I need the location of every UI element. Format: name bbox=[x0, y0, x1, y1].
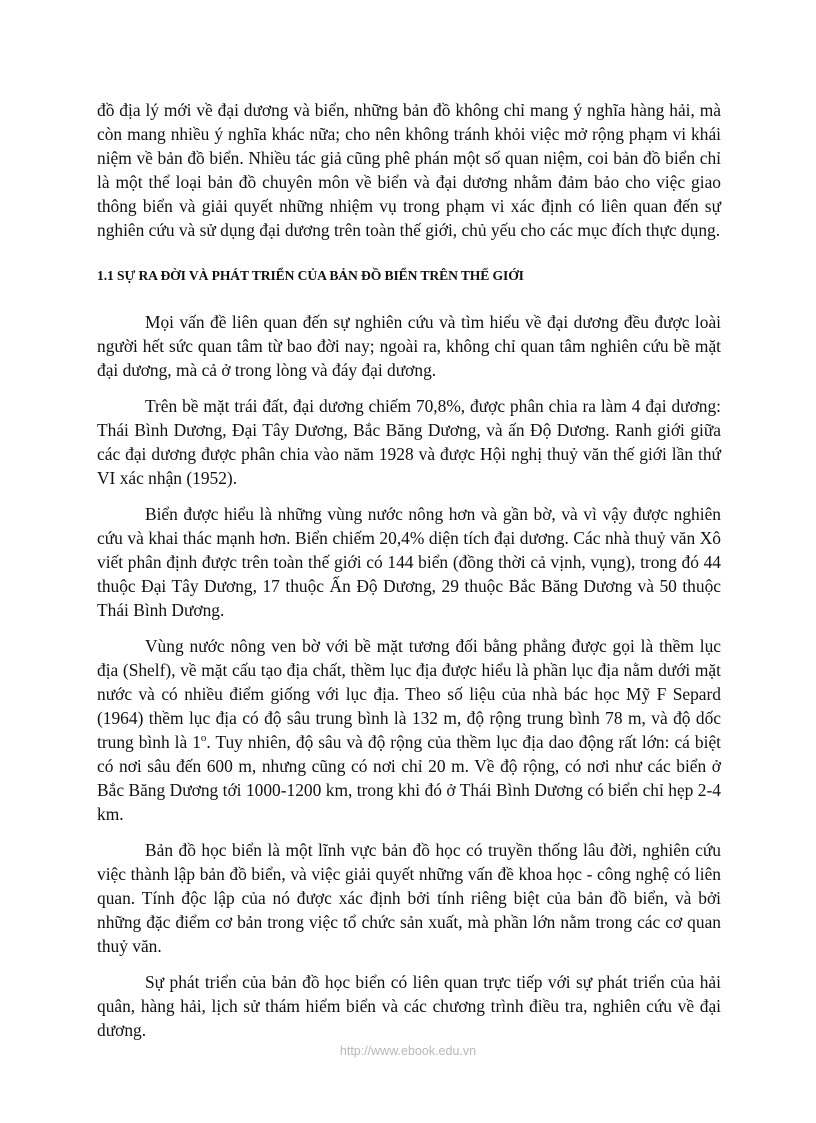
shelf-text-after: . Tuy nhiên, độ sâu và độ rộng của thềm lục địa dao động rất lớn: cá biệt có nơi sâu đến 600 m, nhưng cũng có nơi chỉ 20 m. Về độ rộng, có nơi như các biển ở Bắc Băng Dương tới 1000-1200 km, trong khi đó ở Thái Bình Dương có biển chỉ hẹp 2-4 km. bbox=[97, 732, 721, 824]
footer-url: http://www.ebook.edu.vn bbox=[339, 1044, 477, 1058]
paragraph-seas: Biển được hiểu là những vùng nước nông hơn và gần bờ, và vì vậy được nghiên cứu và khai thác mạnh hơn. Biển chiếm 20,4% diện tích đại dương. Các nhà thuỷ văn Xô viết phân định được trên toàn thế giới có 144 biển (đồng thời cả vịnh, vụng), trong đó 44 thuộc Đại Tây Dương, 17 thuộc Ấn Độ Dương, 29 thuộc Bắc Băng Dương và 50 thuộc Thái Bình Dương. bbox=[97, 504, 721, 620]
shelf-text-before: Vùng nước nông ven bờ với bề mặt tương đối bằng phẳng được gọi là thềm lục địa (Shelf), về mặt cấu tạo địa chất, thềm lục địa được hiểu là phần lục địa nằm dưới mặt nước và có nhiều điểm giống với lục địa. Theo số liệu của nhà bác học Mỹ F Separd (1964) thềm lục địa có độ sâu trung bình là 132 m, độ rộng trung bình 78 m, và độ dốc trung bình là 1 bbox=[97, 636, 721, 752]
intro-paragraph: đồ địa lý mới về đại dương và biển, những bản đồ không chỉ mang ý nghĩa hàng hải, mà còn mang nhiều ý nghĩa khác nữa; cho nên không tránh khỏi việc mở rộng phạm vi khái niệm về bản đồ biển. Nhiều tác giả cũng phê phán một số quan niệm, coi bản đồ biển chỉ là một thể loại bản đồ chuyên môn về biển và đại dương nhằm đảm bảo cho việc giao thông biển và giải quyết những nhiệm vụ trong phạm vi xác định có liên quan đến sự nghiên cứu và sử dụng đại dương trên toàn thế giới, chủ yếu cho các mục đích thực dụng. bbox=[97, 100, 721, 240]
section-heading: 1.1 SỰ RA ĐỜI VÀ PHÁT TRIỂN CỦA BẢN ĐỒ BIỂN TRÊN THẾ GIỚI bbox=[97, 268, 524, 283]
degree-superscript: o bbox=[200, 732, 207, 745]
paragraph-continental-shelf bbox=[97, 634, 721, 826]
paragraph-ocean-division: Trên bề mặt trái đất, đại dương chiếm 70,8%, được phân chia ra làm 4 đại dương: Thái Bình Dương, Đại Tây Dương, Bắc Băng Dương, và ấn Độ Dương. Ranh giới giữa các đại dương được phân chia vào năm 1928 và được Hội nghị thuỷ văn thế giới lần thứ VI xác nhận (1952). bbox=[97, 396, 721, 488]
paragraph-development: Sự phát triển của bản đồ học biển có liên quan trực tiếp với sự phát triển của hải quân, hàng hải, lịch sử thám hiểm biển và các chương trình điều tra, nghiên cứu về đại dương. bbox=[97, 972, 721, 1040]
paragraph-ocean-interest: Mọi vấn đề liên quan đến sự nghiên cứu và tìm hiểu về đại dương đều được loài người hết sức quan tâm từ bao đời nay; ngoài ra, không chỉ quan tâm nghiên cứu bề mặt đại dương, mà cả ở trong lòng và đáy đại dương. bbox=[97, 312, 721, 380]
document-page bbox=[97, 98, 721, 1054]
paragraph-marine-cartography: Bản đồ học biển là một lĩnh vực bản đồ học có truyền thống lâu đời, nghiên cứu việc thành lập bản đồ biển, và việc giải quyết những vấn đề khoa học - công nghệ có liên quan. Tính độc lập của nó được xác định bởi tính riêng biệt của bản đồ biển, và bởi những đặc điểm cơ bản trong việc tổ chức sản xuất, mà phần lớn nằm trong các cơ quan thuỷ văn. bbox=[97, 840, 721, 956]
